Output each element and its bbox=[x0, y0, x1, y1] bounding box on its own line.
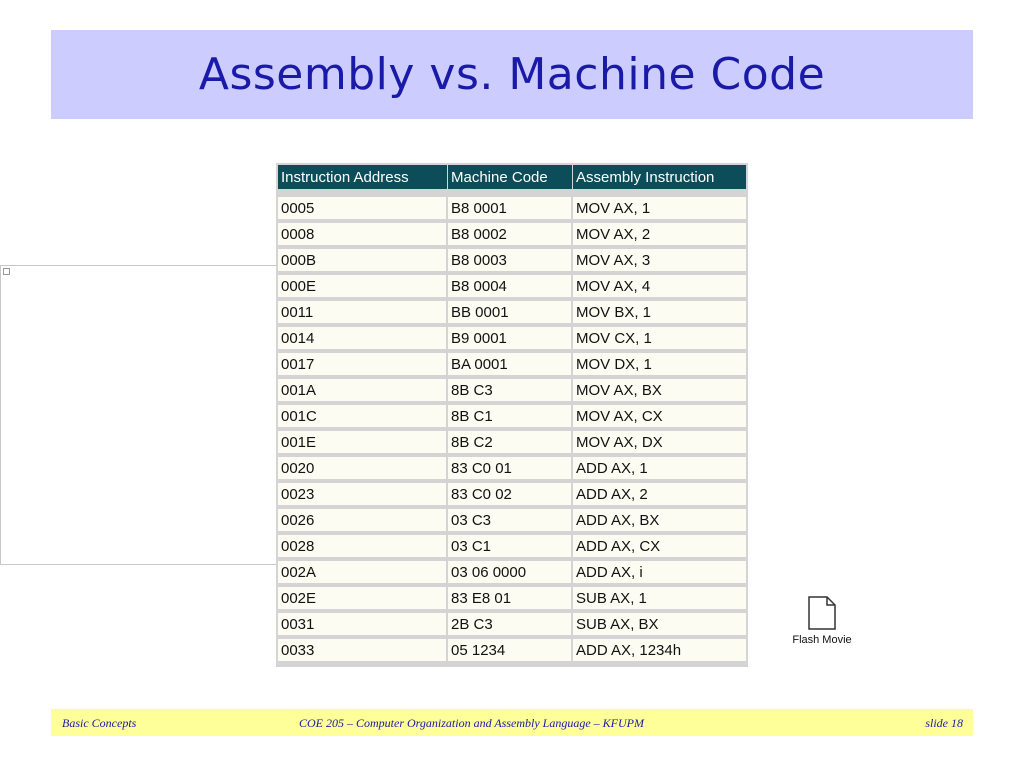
cell-assembly: MOV DX, 1 bbox=[573, 353, 746, 379]
spacer-cell bbox=[278, 189, 746, 197]
footer-section-title: Basic Concepts bbox=[62, 716, 137, 730]
cell-assembly: MOV BX, 1 bbox=[573, 301, 746, 327]
cell-address: 000E bbox=[278, 275, 448, 301]
cell-address: 002E bbox=[278, 587, 448, 613]
broken-image-icon bbox=[3, 268, 10, 275]
cell-machine-code: 05 1234 bbox=[448, 639, 573, 665]
slide-title: Assembly vs. Machine Code bbox=[198, 49, 826, 100]
table-row bbox=[278, 535, 746, 561]
cell-assembly: ADD AX, 1 bbox=[573, 457, 746, 483]
cell-address: 000B bbox=[278, 249, 448, 275]
table-row bbox=[278, 275, 746, 301]
header-spacer bbox=[278, 189, 746, 197]
cell-machine-code: 8B C2 bbox=[448, 431, 573, 457]
table-row bbox=[278, 613, 746, 639]
cell-assembly: ADD AX, i bbox=[573, 561, 746, 587]
table-row bbox=[278, 197, 746, 223]
table-row bbox=[278, 639, 746, 665]
cell-machine-code: 03 06 0000 bbox=[448, 561, 573, 587]
cell-machine-code: BB 0001 bbox=[448, 301, 573, 327]
cell-assembly: MOV AX, BX bbox=[573, 379, 746, 405]
cell-assembly: MOV AX, DX bbox=[573, 431, 746, 457]
table-row bbox=[278, 457, 746, 483]
document-icon bbox=[807, 596, 837, 630]
cell-assembly: MOV CX, 1 bbox=[573, 327, 746, 353]
table-row bbox=[278, 327, 746, 353]
cell-machine-code: 2B C3 bbox=[448, 613, 573, 639]
cell-address: 0020 bbox=[278, 457, 448, 483]
table-row bbox=[278, 483, 746, 509]
table-row bbox=[278, 587, 746, 613]
cell-assembly: ADD AX, CX bbox=[573, 535, 746, 561]
cell-address: 0017 bbox=[278, 353, 448, 379]
cell-assembly: MOV AX, 4 bbox=[573, 275, 746, 301]
cell-assembly: ADD AX, 1234h bbox=[573, 639, 746, 665]
cell-machine-code: 8B C3 bbox=[448, 379, 573, 405]
cell-address: 0026 bbox=[278, 509, 448, 535]
header-assembly-instruction: Assembly Instruction bbox=[573, 165, 746, 189]
instruction-table-container bbox=[276, 163, 748, 667]
footer-bar bbox=[51, 709, 973, 736]
title-bar bbox=[51, 30, 973, 119]
cell-address: 0033 bbox=[278, 639, 448, 665]
cell-address: 001E bbox=[278, 431, 448, 457]
cell-address: 0023 bbox=[278, 483, 448, 509]
table-row bbox=[278, 405, 746, 431]
cell-assembly: ADD AX, BX bbox=[573, 509, 746, 535]
cell-address: 001A bbox=[278, 379, 448, 405]
cell-machine-code: BA 0001 bbox=[448, 353, 573, 379]
table-row bbox=[278, 353, 746, 379]
cell-address: 002A bbox=[278, 561, 448, 587]
cell-assembly: MOV AX, 1 bbox=[573, 197, 746, 223]
cell-machine-code: 03 C3 bbox=[448, 509, 573, 535]
table-body bbox=[278, 189, 746, 665]
cell-machine-code: B8 0003 bbox=[448, 249, 573, 275]
table-row bbox=[278, 249, 746, 275]
cell-assembly: SUB AX, BX bbox=[573, 613, 746, 639]
cell-machine-code: 83 E8 01 bbox=[448, 587, 573, 613]
table-row bbox=[278, 379, 746, 405]
footer-course-title: COE 205 – Computer Organization and Assembly Language – KFUPM bbox=[299, 716, 644, 730]
table-row bbox=[278, 561, 746, 587]
table-header-row bbox=[278, 165, 746, 189]
cell-machine-code: 03 C1 bbox=[448, 535, 573, 561]
flash-movie-label: Flash Movie bbox=[792, 634, 852, 646]
cell-assembly: MOV AX, 2 bbox=[573, 223, 746, 249]
cell-machine-code: 8B C1 bbox=[448, 405, 573, 431]
cell-machine-code: 83 C0 01 bbox=[448, 457, 573, 483]
cell-machine-code: B9 0001 bbox=[448, 327, 573, 353]
table-row bbox=[278, 509, 746, 535]
cell-address: 0028 bbox=[278, 535, 448, 561]
cell-machine-code: B8 0001 bbox=[448, 197, 573, 223]
cell-machine-code: B8 0002 bbox=[448, 223, 573, 249]
cell-assembly: SUB AX, 1 bbox=[573, 587, 746, 613]
cell-address: 0031 bbox=[278, 613, 448, 639]
cell-machine-code: 83 C0 02 bbox=[448, 483, 573, 509]
cell-address: 0011 bbox=[278, 301, 448, 327]
table-row bbox=[278, 431, 746, 457]
table-row bbox=[278, 223, 746, 249]
cell-address: 0005 bbox=[278, 197, 448, 223]
flash-movie-object[interactable] bbox=[786, 596, 858, 646]
cell-machine-code: B8 0004 bbox=[448, 275, 573, 301]
cell-assembly: MOV AX, CX bbox=[573, 405, 746, 431]
instruction-table bbox=[278, 165, 746, 665]
cell-address: 001C bbox=[278, 405, 448, 431]
cell-assembly: ADD AX, 2 bbox=[573, 483, 746, 509]
cell-address: 0008 bbox=[278, 223, 448, 249]
header-instruction-address: Instruction Address bbox=[278, 165, 448, 189]
cell-assembly: MOV AX, 3 bbox=[573, 249, 746, 275]
cell-address: 0014 bbox=[278, 327, 448, 353]
header-machine-code: Machine Code bbox=[448, 165, 573, 189]
footer-slide-number: slide 18 bbox=[925, 716, 963, 730]
table-row bbox=[278, 301, 746, 327]
